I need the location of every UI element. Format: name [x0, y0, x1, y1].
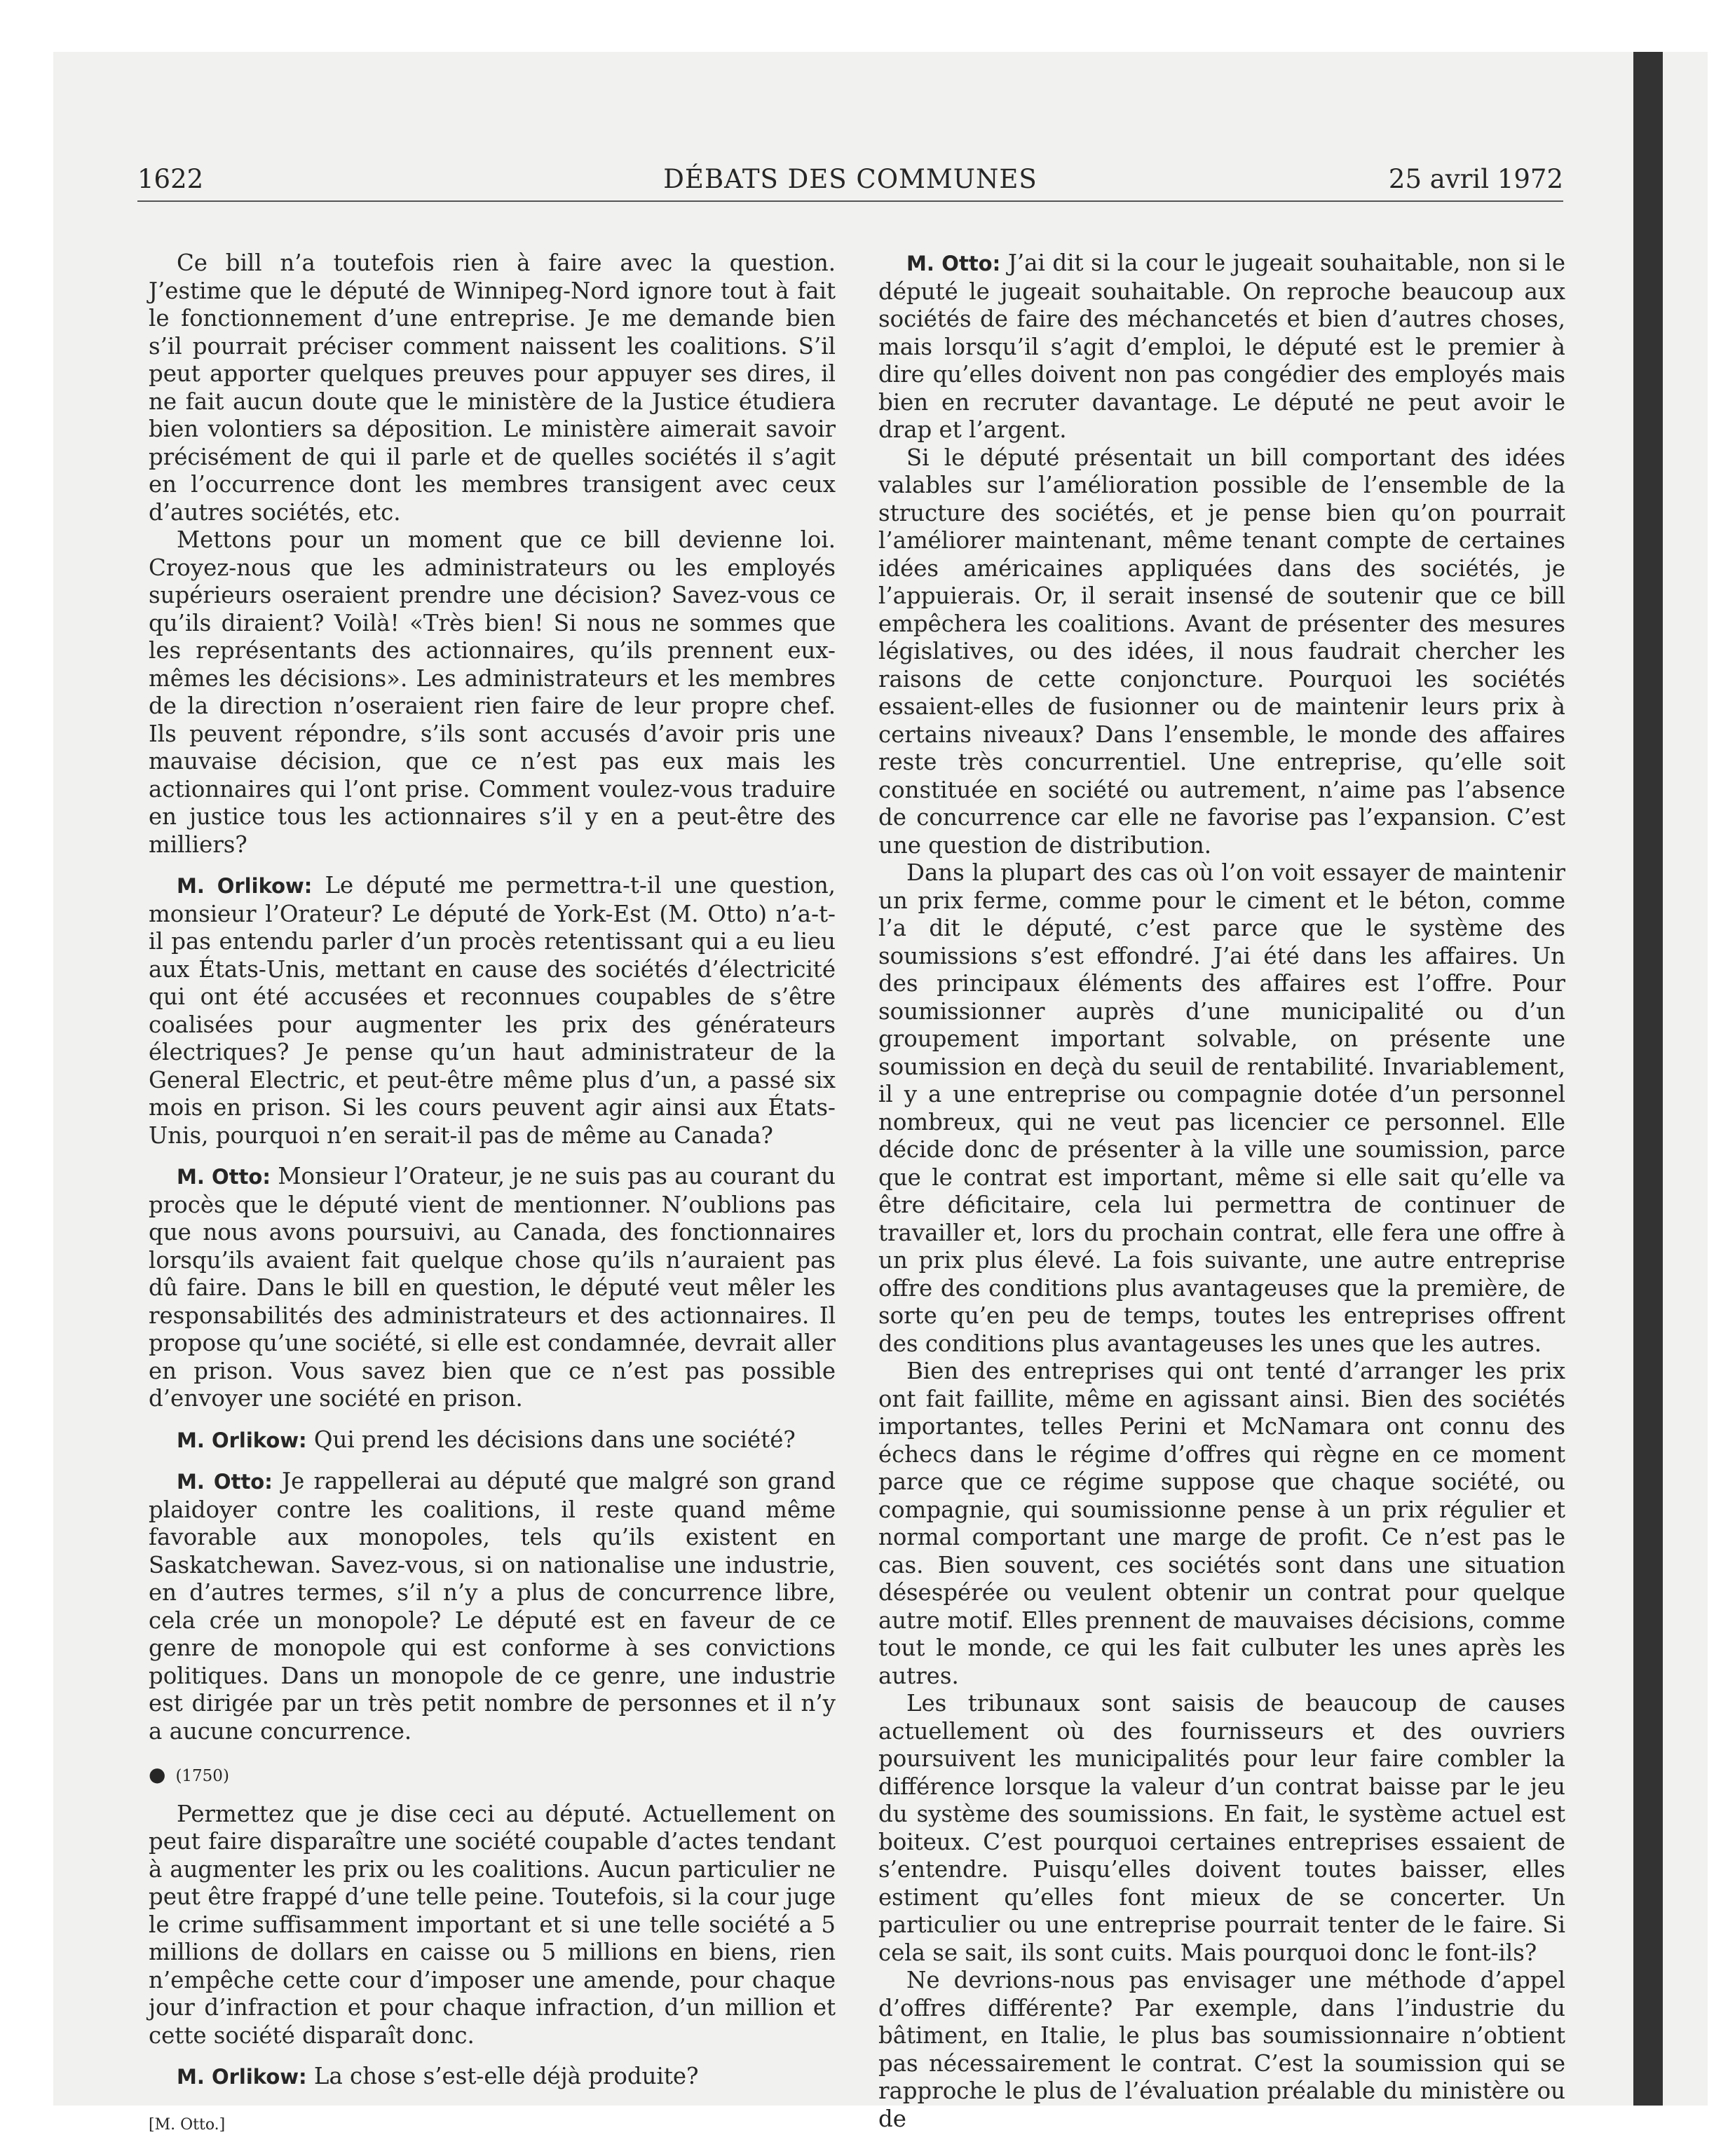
paragraph: Ne devrions-nous pas envisager une méthode d’appel d’offres différente? Par exemple, dans l’industrie du bâtiment, en Italie, le plus bas soumissionnaire n’obtient pas nécessairement le contrat. C’est la soumission qui se rapproche le plus de l’évaluation préalable du ministère ou de [878, 1967, 1565, 2132]
paragraph: Bien des entreprises qui ont tenté d’arranger les prix ont fait faillite, même en agissant ainsi. Bien des sociétés importantes, telles Perini et McNamara ont connu des échecs dans le régime d’offres qui règne en ce moment parce que ce régime suppose que chaque société, ou compagnie, qui soumissionne pense à un prix régulier et normal comportant une marge de profit. Ce n’est pas le cas. Bien souvent, ces sociétés sont dans une situation désespérée ou veulent obtenir un contrat pour quelque autre motif. Elles prennent de mauvaises décisions, comme tout le monde, ce qui les fait culbuter les unes après les autres. [878, 1358, 1565, 1689]
time-marker [149, 1761, 836, 1791]
publication-title: DÉBATS DES COMMUNES [663, 164, 1037, 194]
right-column [878, 250, 1565, 2133]
left-column [149, 250, 836, 2138]
speech-text: J’ai dit si la cour le jugeait souhaitable, non si le député le jugeait souhaitable. On reproche beaucoup aux sociétés de faire des méchancetés et bien d’autres choses, mais lorsqu’il s’agit d’emploi, le député est le premier à dire qu’elles doivent non pas congédier des employés mais bien en recruter davantage. Le député ne peut avoir le drap et l’argent. [878, 250, 1565, 443]
paragraph: Permettez que je dise ceci au député. Actuellement on peut faire disparaître une société coupable d’actes tendant à augmenter les prix ou les coalitions. Aucun particulier ne peut être frappé d’une telle peine. Toutefois, si la cour juge le crime suffisamment important et si une telle société a 5 millions de dollars en caisse ou 5 millions en biens, rien n’empêche cette cour d’imposer une amende, pour chaque jour d’infraction et pour chaque infraction, d’un million et cette société disparaît donc. [149, 1800, 836, 2049]
sitting-date: 25 avril 1972 [1388, 164, 1563, 194]
speech-otto [149, 1163, 836, 1413]
speech-orlikow [149, 1426, 836, 1455]
paragraph: Dans la plupart des cas où l’on voit essayer de maintenir un prix ferme, comme pour le ciment et le béton, comme l’a dit le député, c’est parce que le système des soumissions s’est effondré. J’ai été dans les affaires. Un des principaux éléments des affaires est l’offre. Pour soumissionner auprès d’une municipalité ou d’un groupement important solvable, on présente une soumission en deçà du seuil de rentabilité. Invariablement, il y a une entreprise ou compagnie dotée d’un personnel nombreux, qui ne veut pas licencier ce personnel. Elle décide donc de présenter à la ville une soumission, parce que le contrat est important, même si elle sait qu’elle va être déficitaire, cela lui permettra de continuer de travailler et, lors du prochain contrat, elle fera une offre à un prix plus élevé. La fois suivante, une autre entreprise offre des conditions plus avantageuses que la première, de sorte qu’en peu de temps, toutes les entreprises offrent des conditions plus avantageuses les unes que les autres. [878, 859, 1565, 1357]
speech-text: Qui prend les décisions dans une société? [306, 1426, 796, 1453]
bullet-icon: ● [149, 1763, 166, 1786]
speech-orlikow [149, 872, 836, 1149]
speech-text: Monsieur l’Orateur, je ne suis pas au courant du procès que le député vient de mentionner. N’oublions pas que nous avons poursuivi, au Canada, des fonctionnaires lorsqu’ils avaient fait quelque chose qu’ils n’auraient pas dû faire. Dans le bill en question, le député veut mêler les responsabilités des administrateurs et des actionnaires. Il propose qu’une société, si elle est condamnée, devrait aller en prison. Vous savez bien que ce n’est pas possible d’envoyer une société en prison. [149, 1163, 836, 1412]
speaker-name: M. Otto: [906, 252, 1001, 275]
speaker-reference: [M. Otto.] [149, 2115, 226, 2134]
speaker-name: M. Otto: [177, 1470, 273, 1494]
speech-text: Je rappellerai au député que malgré son grand plaidoyer contre les coalitions, il reste quand même favorable aux monopoles, tels qu’ils existent en Saskatchewan. Savez-vous, si on nationalise une industrie, en d’autres termes, s’il n’y a plus de concurrence libre, cela crée un monopole? Le député est en faveur de ce genre de monopole qui est conforme à ses convictions politiques. Dans un monopole de ce genre, une industrie est dirigée par un très petit nombre de personnes et il n’y a aucune concurrence. [149, 1468, 836, 1745]
page-header [137, 161, 1563, 202]
paragraph: Les tribunaux sont saisis de beaucoup de causes actuellement où des fournisseurs et des ouvriers poursuivent les municipalités pour leur faire combler la différence lorsque la valeur d’un contrat baisse par le jeu du système des soumissions. En fait, le système actuel est boiteux. C’est pourquoi certaines entreprises essaient de s’entendre. Puisqu’elles doivent toutes baisser, elles estiment qu’elles font mieux de se concerter. Un particulier ou une entreprise pourrait tenter de le faire. Si cela se sait, ils sont cuits. Mais pourquoi donc le font-ils? [878, 1690, 1565, 1966]
speaker-name: M. Otto: [177, 1165, 271, 1189]
speech-text: La chose s’est-elle déjà produite? [306, 2063, 699, 2089]
paragraph: Mettons pour un moment que ce bill devienne loi. Croyez-nous que les administrateurs ou les employés supérieurs oseraient prendre une décision? Savez-vous ce qu’ils diraient? Voilà! «Très bien! Si nous ne sommes que les représentants des actionnaires, qu’ils prennent eux-mêmes les décisions». Les administrateurs et les membres de la direction n’oseraient rien faire de leur propre chef. Ils peuvent répondre, s’ils sont accusés d’avoir pris une mauvaise décision, que ce n’est pas eux mais les actionnaires qui l’ont prise. Comment voulez-vous traduire en justice tous les actionnaires s’il y en a peut-être des milliers? [149, 526, 836, 858]
paragraph: Ce bill n’a toutefois rien à faire avec la question. J’estime que le député de Winnipeg-Nord ignore tout à fait le fonctionnement d’une entreprise. Je me demande bien s’il pourrait préciser comment naissent les coalitions. S’il peut apporter quelques preuves pour appuyer ses dires, il ne fait aucun doute que le ministère de la Justice étudiera bien volontiers sa déposition. Le ministère aimerait savoir précisément de qui il parle et de quelles sociétés il s’agit en l’occurrence dont les membres transigent avec ceux d’autres sociétés, etc. [149, 250, 836, 526]
page-number: 1622 [137, 164, 204, 194]
time-marker-text: (1750) [175, 1767, 229, 1785]
speaker-name: M. Orlikow: [177, 2065, 307, 2089]
speech-otto [149, 1468, 836, 1745]
speech-orlikow [149, 2063, 836, 2092]
paragraph: Si le député présentait un bill comportant des idées valables sur l’amélioration possible de l’ensemble de la structure des sociétés, et je pense bien qu’on pourrait l’améliorer maintenant, même tenant compte de certaines idées américaines appliquées dans des sociétés, je l’appuierais. Or, il serait insensé de soutenir que ce bill empêchera les coalitions. Avant de présenter des mesures législatives, ou des idées, il nous faudrait chercher les raisons de cette conjoncture. Pourquoi les sociétés essaient-elles de fusionner ou de maintenir leurs prix à certains niveaux? Dans l’ensemble, le monde des affaires reste très concurrentiel. Une entreprise, qu’elle soit constituée en société ou autrement, n’aime pas l’absence de concurrence car elle ne favorise pas l’expansion. C’est une question de distribution. [878, 444, 1565, 859]
scan-edge-shadow [1633, 52, 1663, 2106]
speech-text: Le député me permettra-t-il une question, monsieur l’Orateur? Le député de York-Est (M. Otto) n’a-t-il pas entendu parler d’un procès retentissant qui a eu lieu aux États-Unis, mettant en cause des sociétés d’électricité qui ont été accusées et reconnues coupables de s’être coalisées pour augmenter les prix des générateurs électriques? Je pense qu’un haut administrateur de la General Electric, et peut-être même plus d’un, a passé six mois en prison. Si les cours peuvent agir ainsi aux États-Unis, pourquoi n’en serait-il pas de même au Canada? [149, 872, 836, 1149]
speech-otto [878, 250, 1565, 444]
speaker-name: M. Orlikow: [177, 874, 313, 898]
speaker-name: M. Orlikow: [177, 1428, 307, 1452]
